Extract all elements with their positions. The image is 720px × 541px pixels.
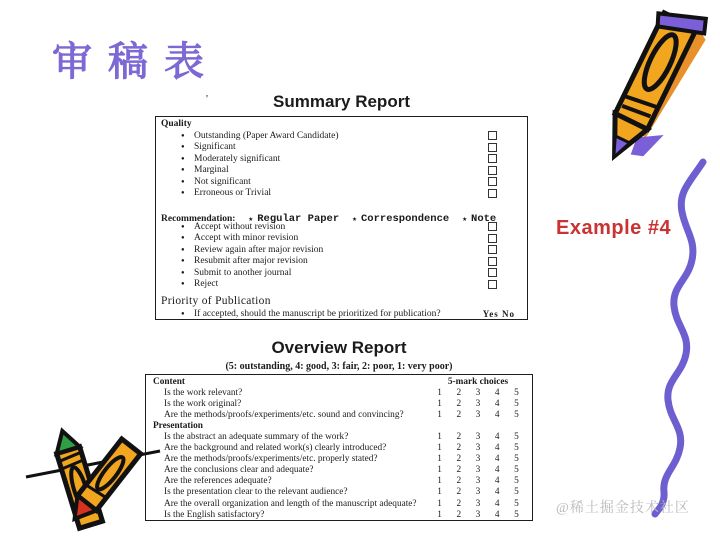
question-label: Is the abstract an adequate summary of the work? (164, 432, 349, 443)
scale-choice[interactable]: 1 (437, 387, 442, 398)
question-row (146, 476, 532, 487)
scale-choice[interactable]: 2 (456, 454, 462, 465)
scale-choice[interactable]: 5 (514, 443, 519, 454)
paper-type-label: Note (471, 213, 497, 225)
scale-choice[interactable]: 1 (437, 465, 442, 476)
bullet-icon: ● (181, 311, 185, 317)
scale-choice[interactable]: 2 (456, 387, 462, 398)
option-label: Erroneous or Trivial (194, 188, 272, 199)
scale-choice[interactable]: 1 (437, 443, 442, 454)
scale-choice[interactable]: 3 (475, 443, 481, 454)
checkbox[interactable] (488, 234, 497, 243)
overview-report-table (145, 374, 533, 521)
question-row (146, 443, 532, 454)
option-label: Resubmit after major revision (194, 256, 308, 267)
bullet-icon: ● (181, 223, 185, 230)
scale-choice[interactable]: 3 (475, 398, 481, 409)
option-row (156, 267, 527, 279)
option-label: Outstanding (Paper Award Candidate) (194, 130, 339, 141)
scale-choice[interactable]: 5 (514, 409, 519, 420)
scale-choice[interactable]: 3 (475, 487, 481, 498)
scan-tick-mark: ' (206, 93, 208, 105)
question-row (146, 387, 532, 398)
bullet-icon: ● (181, 235, 185, 242)
bullet-icon: ● (181, 269, 185, 276)
scale-choice[interactable]: 1 (437, 398, 442, 409)
choices-header: 5-mark choices (447, 376, 509, 387)
checkbox[interactable] (488, 154, 497, 163)
recommendation-list (156, 221, 527, 290)
summary-report-title: Summary Report (273, 92, 410, 111)
scale-choice[interactable]: 5 (514, 487, 519, 498)
option-row (156, 165, 527, 177)
option-row (156, 176, 527, 188)
scale-choice[interactable]: 2 (456, 465, 462, 476)
section-heading: Content (153, 376, 186, 387)
question-row (146, 487, 532, 498)
scale-choice[interactable]: 3 (475, 476, 481, 487)
scale-choice[interactable]: 3 (475, 432, 481, 443)
overview-report-title: Overview Report (271, 338, 407, 357)
scale-choice[interactable]: 3 (475, 509, 481, 520)
scale-group (430, 476, 526, 486)
scale-choice[interactable]: 4 (494, 443, 500, 454)
scale-group (430, 510, 526, 520)
scale-choice[interactable]: 4 (494, 454, 500, 465)
bullet-icon: ● (181, 132, 185, 139)
option-label: Not significant (194, 176, 251, 187)
scale-group (430, 399, 526, 409)
scale-choice[interactable]: 2 (456, 443, 462, 454)
scale-choice[interactable]: 3 (475, 387, 481, 398)
question-label: Is the work relevant? (164, 387, 243, 398)
scale-choice[interactable]: 1 (437, 409, 442, 420)
checkbox[interactable] (488, 189, 497, 198)
checkbox[interactable] (488, 143, 497, 152)
question-row (146, 409, 532, 420)
scale-choice[interactable]: 4 (494, 509, 500, 520)
option-row (156, 130, 527, 142)
question-label: Is the work original? (164, 398, 242, 409)
section-heading-row (146, 376, 532, 387)
scale-choice[interactable]: 1 (437, 498, 442, 509)
bullet-icon: ● (181, 190, 185, 197)
option-row (156, 279, 527, 291)
scale-choice[interactable]: 4 (494, 409, 500, 420)
scale-group (430, 499, 526, 509)
summary-report-box (155, 116, 528, 320)
scale-choice[interactable]: 4 (494, 432, 500, 443)
scale-choice[interactable]: 5 (514, 387, 519, 398)
scale-choice[interactable]: 3 (475, 409, 481, 420)
question-row (146, 398, 532, 409)
checkbox[interactable] (488, 166, 497, 175)
scale-choice[interactable]: 3 (475, 465, 481, 476)
scale-group (430, 443, 526, 453)
option-row (156, 142, 527, 154)
option-row (156, 153, 527, 165)
overview-report-subtitle: (5: outstanding, 4: good, 3: fair, 2: poor, 1: very poor) (225, 361, 453, 372)
scale-choice[interactable]: 2 (456, 487, 462, 498)
scale-choice[interactable]: 4 (494, 387, 500, 398)
scale-group (430, 388, 526, 398)
question-row (146, 454, 532, 465)
bullet-icon: ● (181, 167, 185, 174)
scale-choice[interactable]: 2 (456, 498, 462, 509)
paper-type-label: Correspondence (360, 213, 450, 225)
question-label: Is the English satisfactory? (164, 509, 265, 520)
bullet-icon: ● (181, 144, 185, 151)
scale-choice[interactable]: 5 (514, 509, 519, 520)
scale-choice[interactable]: 5 (514, 432, 519, 443)
question-row (146, 498, 532, 509)
option-row (156, 188, 527, 200)
bullet-icon: ● (181, 178, 185, 185)
checkbox[interactable] (488, 131, 497, 140)
paper-type-label: Regular Paper (257, 213, 340, 225)
option-label: Submit to another journal (194, 267, 292, 278)
scale-group (430, 410, 526, 420)
checkbox[interactable] (488, 268, 497, 277)
scale-choice[interactable]: 2 (456, 509, 462, 520)
scale-choice[interactable]: 2 (456, 476, 462, 487)
watermark: @稀土掘金技术社区 (556, 501, 690, 516)
scale-choice[interactable]: 4 (494, 465, 500, 476)
question-label: Are the methods/proofs/experiments/etc. properly stated? (164, 454, 378, 465)
question-row (146, 431, 532, 442)
priority-heading: Priority of Publication (161, 295, 271, 307)
scale-group (430, 432, 526, 442)
scale-group (430, 454, 526, 464)
scale-choice[interactable]: 2 (456, 398, 462, 409)
option-label: Marginal (194, 165, 229, 176)
priority-question: If accepted, should the manuscript be prioritized for publication? (194, 309, 441, 319)
scale-choice[interactable]: 1 (437, 476, 442, 487)
bullet-icon: ● (181, 281, 185, 288)
scale-choice[interactable]: 3 (475, 498, 481, 509)
question-label: Are the references adequate? (164, 476, 272, 487)
checkbox[interactable] (488, 257, 497, 266)
recommendation-heading: Recommendation: (161, 214, 236, 224)
recommendation-line (156, 208, 527, 225)
quality-heading: Quality (161, 119, 192, 129)
scale-choice[interactable]: 1 (437, 432, 442, 443)
scale-choice[interactable]: 5 (514, 398, 519, 409)
option-label: Reject (194, 279, 219, 290)
option-label: Accept without revision (194, 221, 286, 232)
squiggle-line (628, 148, 720, 530)
bullet-icon: ● (181, 155, 185, 162)
checkbox[interactable] (488, 245, 497, 254)
option-label: Significant (194, 142, 236, 153)
scale-choice[interactable]: 4 (494, 498, 500, 509)
question-row (146, 509, 532, 520)
star-icon: ★ (248, 215, 254, 224)
bullet-icon: ● (181, 246, 185, 253)
scale-choice[interactable]: 1 (437, 454, 442, 465)
scale-choice[interactable]: 1 (437, 487, 442, 498)
quality-list (156, 130, 527, 199)
scale-group (430, 465, 526, 475)
question-label: Are the overall organization and length of the manuscript adequate? (164, 498, 417, 509)
page-title: 审稿表 (52, 38, 220, 85)
example-label: Example #4 (556, 217, 672, 239)
scale-choice[interactable]: 3 (475, 454, 481, 465)
scale-choice[interactable]: 4 (494, 487, 500, 498)
bullet-icon: ● (181, 258, 185, 265)
option-row (156, 221, 527, 233)
option-row (156, 233, 527, 245)
question-label: Are the conclusions clear and adequate? (164, 465, 314, 476)
checkbox[interactable] (488, 280, 497, 289)
option-label: Review again after major revision (194, 244, 324, 255)
scale-choice[interactable]: 4 (494, 398, 500, 409)
question-row (146, 465, 532, 476)
checkbox[interactable] (488, 177, 497, 186)
scale-choice[interactable]: 1 (437, 509, 442, 520)
yes-no-choice[interactable]: Yes No (482, 309, 515, 319)
scale-choice[interactable]: 2 (456, 432, 462, 443)
section-heading: Presentation (153, 420, 203, 431)
scale-choice[interactable]: 2 (456, 409, 462, 420)
option-label: Accept with minor revision (194, 233, 299, 244)
scale-choice[interactable]: 4 (494, 476, 500, 487)
checkbox[interactable] (488, 222, 497, 231)
section-heading-row (146, 420, 532, 431)
scale-choice[interactable]: 5 (514, 498, 519, 509)
option-row (156, 244, 527, 256)
star-icon: ★ (462, 215, 468, 224)
scale-choice[interactable]: 5 (514, 465, 519, 476)
question-label: Are the methods/proofs/experiments/etc. sound and convincing? (164, 409, 404, 420)
scale-choice[interactable]: 5 (514, 454, 519, 465)
scale-choice[interactable]: 5 (514, 476, 519, 487)
question-label: Is the presentation clear to the relevant audience? (164, 487, 348, 498)
star-icon: ★ (352, 215, 357, 224)
scale-group (430, 487, 526, 497)
option-label: Moderately significant (194, 153, 281, 164)
option-row (156, 256, 527, 268)
priority-row (156, 308, 527, 320)
question-label: Are the background and related work(s) clearly introduced? (164, 443, 387, 454)
